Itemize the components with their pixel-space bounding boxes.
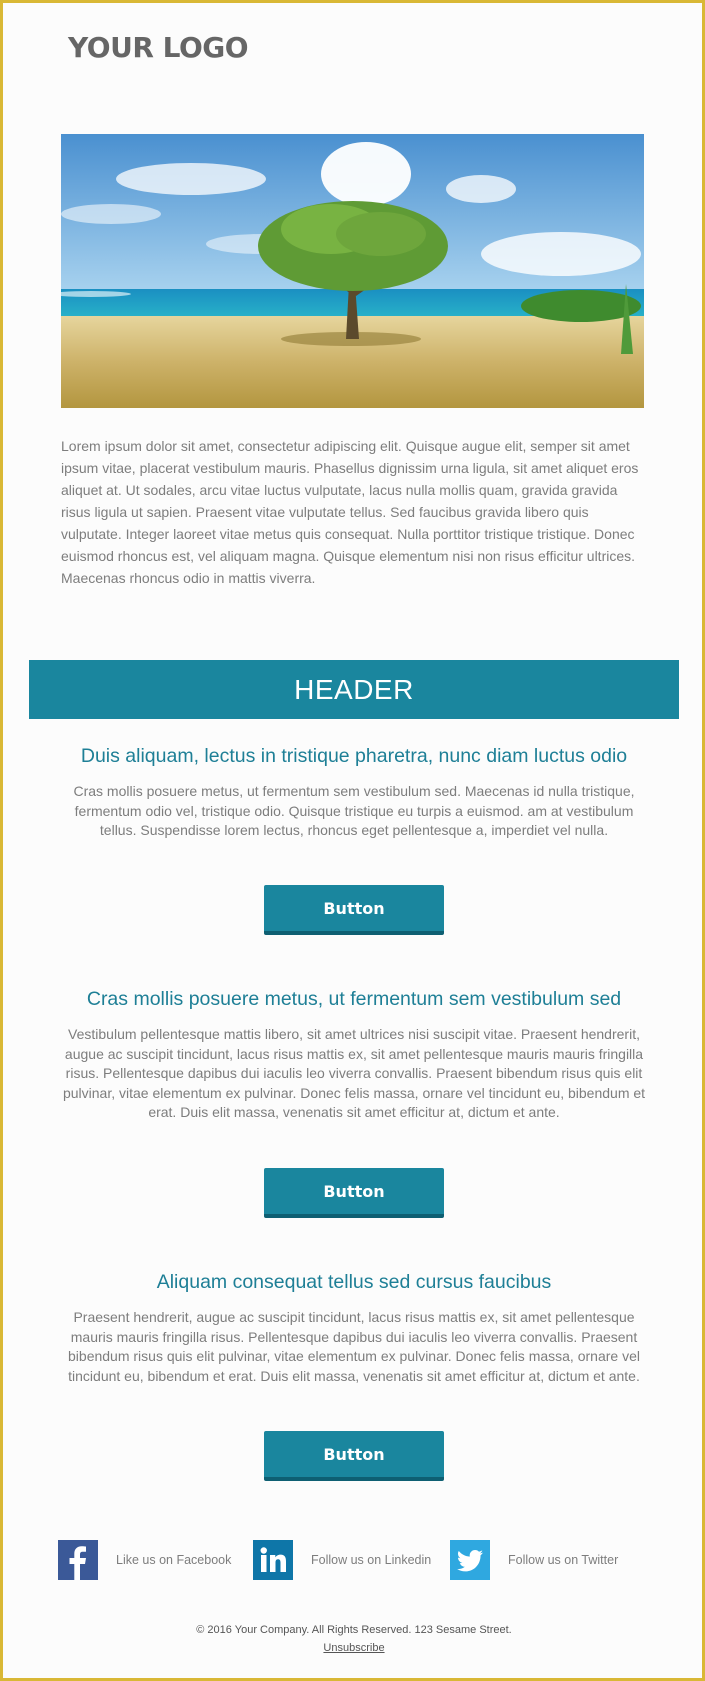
social-label[interactable]: Follow us on Linkedin	[311, 1553, 432, 1567]
content-section	[61, 743, 647, 841]
intro-paragraph: Lorem ipsum dolor sit amet, consectetur adipiscing elit. Quisque augue elit, semper sit amet ipsum vitae, placerat vestibulum mauris. Phasellus dignissim urna ligula, sit amet aliquet eros aliquet at. Ut sodales, arcu vitae luctus vulputate, lacus nulla mollis quam, gravida gravida risus ligula ut sapien. Praesent vitae vulputate tellus. Sed faucibus gravida libero quis vulputate. Integer laoreet vitae metus quis consequat. Nulla porttitor tristique tristique. Donec euismod rhoncus est, vel aliquam magna. Quisque elementum nisi non risus efficitur ultrices. Maecenas rhoncus odio in mattis viverra.	[61, 438, 639, 586]
section-button[interactable]: Button	[264, 1431, 444, 1481]
header-banner: HEADER	[29, 660, 679, 719]
section-button[interactable]: Button	[264, 885, 444, 935]
hero-image	[61, 134, 644, 408]
section-body: Cras mollis posuere metus, ut fermentum sem vestibulum sed. Maecenas id nulla tristique, fermentum odio vel, tristique odio. Quisque tristique eu turpis a euismod. am at vestibulum tellus. Suspendisse lorem lectus, rhoncus eget pellentesque a, imperdiet vel nulla.	[73, 783, 635, 838]
beach-tree-image	[61, 134, 644, 408]
copyright-text: © 2016 Your Company. All Rights Reserved. 123 Sesame Street.	[196, 1624, 512, 1636]
section-body: Praesent hendrerit, augue ac suscipit tincidunt, lacus risus mattis ex, sit amet pellentesque mauris mauris fringilla risus. Pellentesque dapibus dui iaculis leo viverra convallis. Praesent bibendum risus quis elit pulvinar, vitae elementum ex pulvinar. Donec felis massa, ornare vel tincidunt eu, bibendum et erat. Duis elit massa, venenatis sit amet efficitur at, dictum et ante.	[68, 1309, 640, 1384]
social-linkedin[interactable]	[253, 1540, 431, 1580]
email-template	[3, 3, 702, 1678]
social-facebook[interactable]	[58, 1540, 231, 1580]
content-section	[61, 1269, 647, 1386]
social-label[interactable]: Follow us on Twitter	[508, 1553, 619, 1567]
content-section	[61, 986, 647, 1123]
social-twitter[interactable]	[450, 1540, 618, 1580]
facebook-icon[interactable]	[58, 1540, 98, 1580]
footer	[61, 1621, 647, 1657]
section-title: Aliquam consequat tellus sed cursus faucibus	[156, 1271, 552, 1293]
twitter-icon[interactable]	[450, 1540, 490, 1580]
unsubscribe-link[interactable]: Unsubscribe	[323, 1642, 385, 1654]
logo[interactable]: YOUR LOGO	[68, 31, 249, 64]
section-body: Vestibulum pellentesque mattis libero, sit amet ultrices nisi suscipit vitae. Praesent hendrerit, augue ac suscipit tincidunt, lacus risus mattis ex, sit amet pellentesque mauris mauris fringilla risus. Pellentesque dapibus dui iaculis leo viverra convallis. Praesent bibendum risus quis elit pulvinar, vitae elementum ex pulvinar. Donec felis massa, ornare vel tincidunt eu, bibendum et erat. Duis elit massa, venenatis sit amet efficitur at, dictum et ante.	[62, 1026, 646, 1120]
section-title: Cras mollis posuere metus, ut fermentum sem vestibulum sed	[86, 988, 622, 1010]
section-button[interactable]: Button	[264, 1168, 444, 1218]
social-label[interactable]: Like us on Facebook	[116, 1553, 232, 1567]
section-title: Duis aliquam, lectus in tristique pharetra, nunc diam luctus odio	[80, 745, 628, 767]
linkedin-icon[interactable]	[253, 1540, 293, 1580]
